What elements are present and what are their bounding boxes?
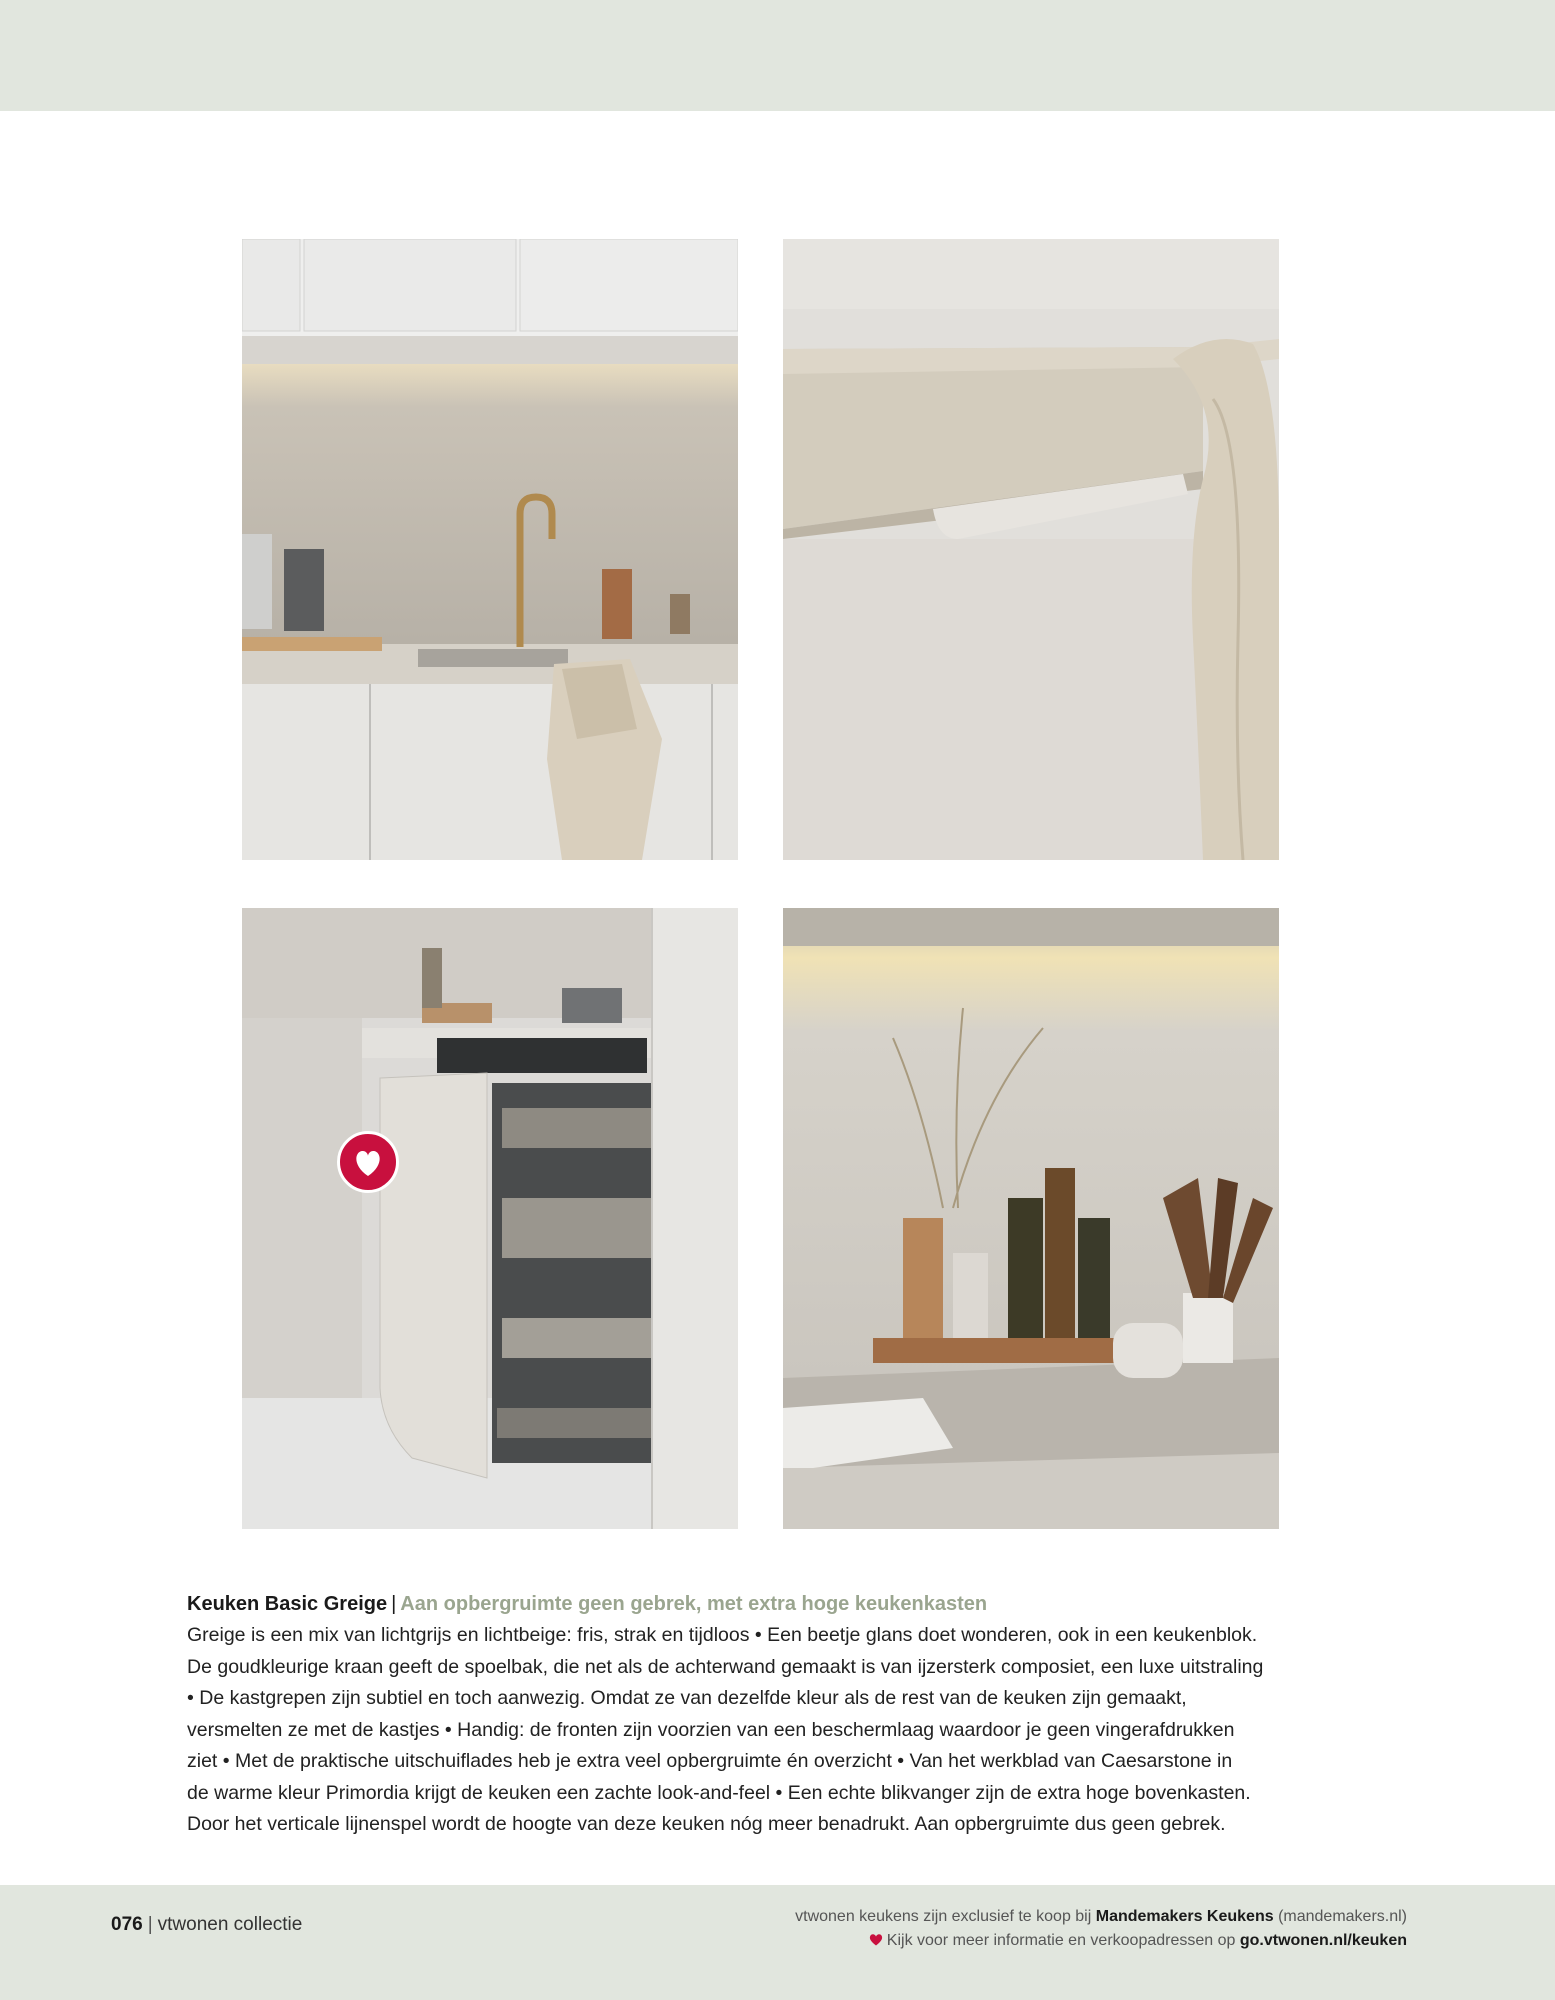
caption-body-line: De goudkleurige kraan geeft de spoelbak, die net als de achterwand gemaakt is van ijzersterk composiet, een luxe uitstraling	[187, 1655, 1264, 1678]
caption-body-line: ziet • Met de praktische uitschuiflades heb je extra veel opbergruimte én overzicht • Van het werkblad van Caesarstone in	[187, 1750, 1233, 1772]
footer-separator: |	[147, 1914, 153, 1935]
favorite-heart-badge	[337, 1131, 399, 1193]
info-text: Kijk voor meer informatie en verkoopadressen op	[886, 1932, 1236, 1949]
retailer-text: vtwonen keukens zijn exclusief te koop bij	[795, 1908, 1092, 1925]
caption-body-line: versmelten ze met de kastjes • Handig: de fronten zijn voorzien van een beschermlaag waardoor je geen vingerafdrukken	[187, 1718, 1235, 1741]
caption-body-line: Greige is een mix van lichtgrijs en lichtbeige: fris, strak en tijdloos • Een beetje glans doet wonderen, ook in een keukenblok.	[187, 1624, 1258, 1646]
photo-kitchen-sink	[242, 239, 738, 860]
caption-separator: |	[391, 1593, 397, 1615]
caption-body-line: de warme kleur Primordia krijgt de keuken een zachte look-and-feel • Een echte blikvanger zijn de extra hoge bovenkasten.	[187, 1781, 1251, 1804]
photo-counter-bottles	[783, 908, 1279, 1529]
page-number: 076	[111, 1914, 143, 1935]
photo-worktop-handle	[783, 239, 1279, 860]
retailer-brand: Mandemakers Keukens	[1095, 1908, 1274, 1925]
caption-body	[187, 1620, 1367, 1841]
footer-line-info	[795, 1929, 1407, 1953]
caption-subtitle: Aan opbergruimte geen gebrek, met extra hoge keukenkasten	[400, 1593, 988, 1615]
footer-line-retailer	[795, 1905, 1407, 1929]
footer-retail-info	[795, 1905, 1407, 1953]
caption-block	[187, 1589, 1367, 1841]
top-band	[0, 0, 1555, 111]
caption-title: Keuken Basic Greige	[187, 1593, 388, 1615]
retailer-website: (mandemakers.nl)	[1278, 1908, 1407, 1925]
heart-icon	[340, 1134, 396, 1190]
photo-open-drawers	[242, 908, 738, 1529]
info-link[interactable]: go.vtwonen.nl/keuken	[1239, 1932, 1407, 1949]
publication-name: vtwonen collectie	[157, 1914, 303, 1935]
heart-icon	[869, 1933, 883, 1946]
caption-body-line: • De kastgrepen zijn subtiel en toch aanwezig. Omdat ze van dezelfde kleur als de rest van de keuken zijn gemaakt,	[187, 1687, 1187, 1709]
footer-page-info	[111, 1914, 302, 1936]
caption-body-line: Door het verticale lijnenspel wordt de hoogte van deze keuken nóg meer benadrukt. Aan opbergruimte dus geen gebrek.	[187, 1813, 1226, 1835]
caption-heading	[187, 1589, 1367, 1620]
